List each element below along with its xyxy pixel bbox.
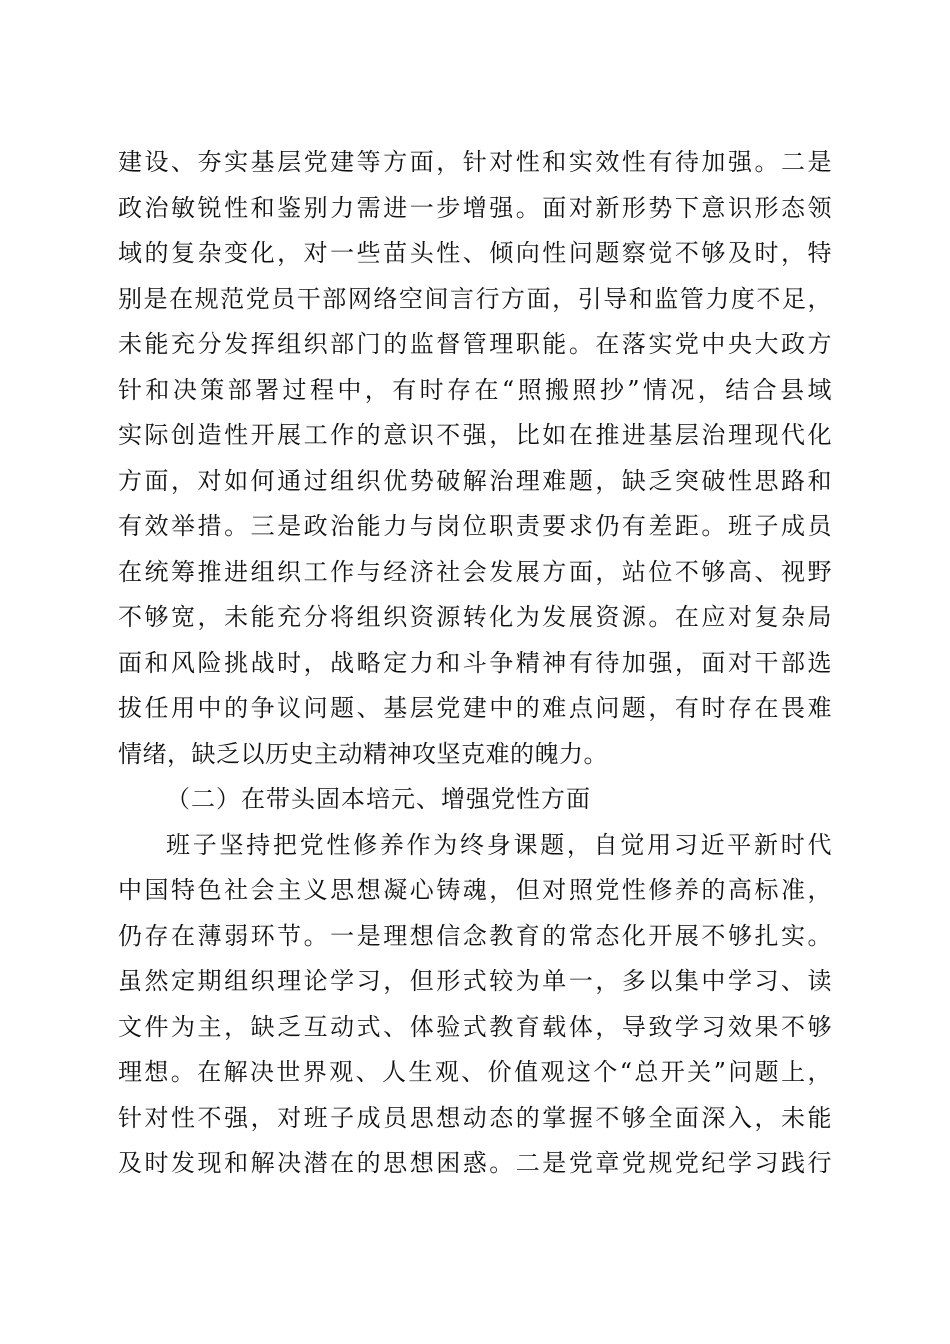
paragraph-line: 不够宽，未能充分将组织资源转化为发展资源。在应对复杂局 — [118, 603, 832, 631]
paragraph-line: 针对性不强，对班子成员思想动态的掌握不够全面深入，未能 — [118, 1103, 832, 1132]
paragraph-line: 建设、夯实基层党建等方面，针对性和实效性有待加强。二是 — [118, 148, 832, 176]
paragraph-line: 理想。在解决世界观、人生观、价值观这个“总开关”问题上， — [118, 1058, 832, 1086]
paragraph-line: 在统筹推进组织工作与经济社会发展方面，站位不够高、视野 — [118, 557, 832, 586]
paragraph-line: 政治敏锐性和鉴别力需进一步增强。面对新形势下意识形态领 — [118, 193, 832, 222]
paragraph-line: 域的复杂变化，对一些苗头性、倾向性问题察觉不够及时，特 — [118, 239, 832, 267]
paragraph-line: 针和决策部署过程中，有时存在“照搬照抄”情况，结合县域 — [118, 375, 832, 404]
paragraph-line: 文件为主，缺乏互动式、体验式教育载体，导致学习效果不够 — [118, 1012, 832, 1041]
paragraph-line: 别是在规范党员干部网络空间言行方面，引导和监管力度不足， — [118, 284, 832, 313]
paragraph-line: 实际创造性开展工作的意识不强，比如在推进基层治理现代化 — [118, 421, 832, 449]
paragraph-line: 仍存在薄弱环节。一是理想信念教育的常态化开展不够扎实。 — [118, 921, 832, 950]
paragraph-line: 及时发现和解决潜在的思想困惑。二是党章党规党纪学习践行 — [118, 1149, 832, 1177]
paragraph-line: 拔任用中的争议问题、基层党建中的难点问题，有时存在畏难 — [118, 694, 832, 722]
paragraph-line: 虽然定期组织理论学习，但形式较为单一，多以集中学习、读 — [118, 967, 832, 995]
paragraph-line: 未能充分发挥组织部门的监督管理职能。在落实党中央大政方 — [118, 330, 832, 358]
paragraph-line: 方面，对如何通过组织优势破解治理难题，缺乏突破性思路和 — [118, 466, 832, 495]
section-heading: （二）在带头固本培元、增强党性方面 — [166, 785, 591, 813]
paragraph-line: 中国特色社会主义思想凝心铸魂，但对照党性修养的高标准， — [118, 876, 832, 904]
paragraph-line: 情绪，缺乏以历史主动精神攻坚克难的魄力。 — [118, 739, 608, 768]
body-text — [118, 140, 832, 1187]
paragraph-line: 面和风险挑战时，战略定力和斗争精神有待加强，面对干部选 — [118, 648, 832, 677]
paragraph-line: 有效举措。三是政治能力与岗位职责要求仍有差距。班子成员 — [118, 512, 832, 540]
paragraph-first-line: 班子坚持把党性修养作为终身课题，自觉用习近平新时代 — [166, 830, 832, 859]
